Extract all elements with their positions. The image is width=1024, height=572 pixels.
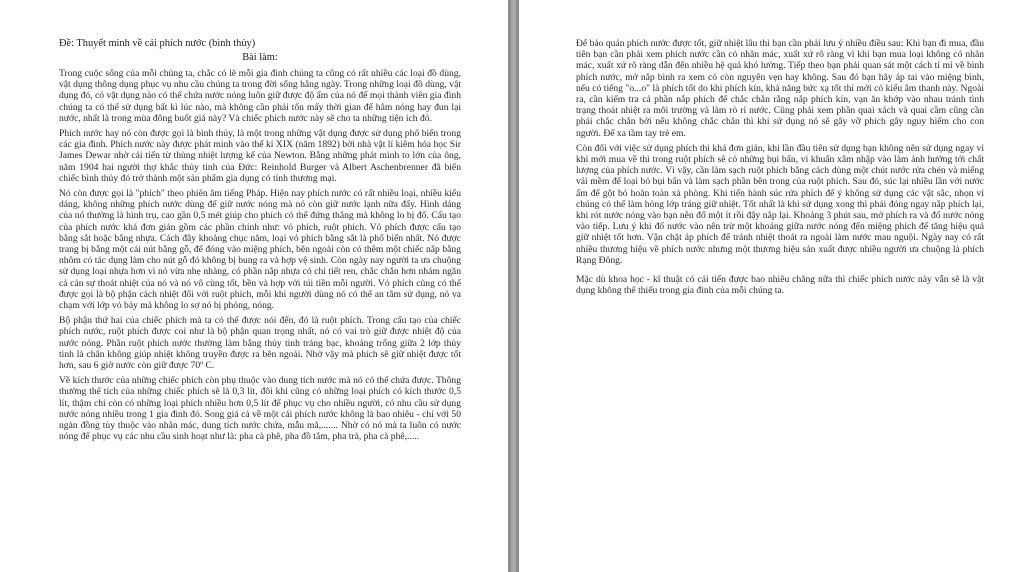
paragraph-intro: Trong cuộc sống của mỗi chúng ta, chắc có lẽ mỗi gia đình chúng ta cũng có rất nhiều các loại đồ dùng, vật dụng thông dụng phục vụ nhu cầu chúng ta trong đời sống hằng ngày. Trong những loại đồ dùng, vật dụng đó, có vật dụng nào có thể chứa nước nóng luôn giữ được độ ấm của nó để mọi thành viên gia đình chúng ta có thể sử dụng bất kì lúc nào, mà không cần phải tốn mấy thời gian để hâm nóng hay đun lại nước, nhất là trong mùa đông buốt giá này? Và chiếc phích nước này sẽ cho ta những tiện ích đó. [59, 68, 461, 124]
paragraph-usage: Còn đối với việc sử dụng phích thì khá đơn giản, khi lần đầu tiên sử dụng bạn không nên sử dụng ngay vì khi mới mua về thì trong ruột phích sẽ có những bụi bẩn, vi khuẩn xâm nhập vào làm ảnh hưởng tới chất lượng của phích nước. Vì vậy, cần làm sạch ruột phích bằng cách dùng một chút nước rửa chén và miếng vải mềm để loại bỏ bụi bẩn và làm sạch phần bên trong của ruột phích. Sau đó, súc lại nhiều lần với nước ấm để gột bỏ hoàn toàn xà phòng. Khi tiến hành súc rửa phích để ý không sử dụng các vật sắc, nhọn vì chúng có thể làm hỏng lớp tráng giữ nhiệt. Tốt nhất là khi sử dụng xong thì phải đóng ngay nắp phích lại, khi rót nước nóng vào bạn nên đổ một ít rồi đậy nắp lại. Khoảng 3 phút sau, mở phích ra và đổ nước nóng vào tiếp. Lưu ý khi đổ nước vào nên trừ một khoảng giữa nước nóng đến miệng phích để tăng hiệu quả giữ nhiệt tốt hơn. Vận chặt áp phích để tránh nhiệt thoát ra ngoài làm nước mau nguội. Ngày nay có rất nhiều thương hiệu về phích nước nhưng một thương hiệu sản xuất được nhiều người ưa chuộng là phích Rạng Đông. [576, 142, 984, 266]
paragraph-history: Phích nước hay nó còn được gọi là bình thủy, là một trong những vật dụng được sử dụng phổ biến trong các gia đình. Phích nước này được phát minh vào thế kỉ XIX (năm 1892) bởi nhà vật lí kiêm hóa học Sir James Dewar nhờ cải tiến từ thùng nhiệt lượng kế của Newton. Bằng những phát minh to lớn của ông, năm 1904 hai người thợ khắc thủy tinh của Đức: Reinhold Burger và Albert Aschenbrenner đã biến chiếc bình thủy đó trở thành một sản phẩm gia dụng có tính thương mại. [59, 128, 461, 184]
paragraph-structure: Nó còn được gọi là "phích" theo phiên âm tiếng Pháp. Hiện nay phích nước có rất nhiều loại, nhiều kiểu dáng, không những phích nước dùng để giữ nước nóng mà nó còn giữ nước lạnh nữa đấy. Hình dáng của nó thường là hình trụ, cao gần 0,5 mét giúp cho phích có thể đứng thẳng mà không lo bị đổ. Cấu tạo của phích nước khá đơn giản gồm các phần chính như: vỏ phích, ruột phích. Vỏ phích được cấu tạo bằng sắt hoặc bằng nhựa. Cách đây khoảng chục năm, loại vỏ phích bằng sắt là phổ biến nhất. Nó được trang bị bằng một cái nút bằng gỗ, để đóng vào miệng phích, bên ngoài còn có thêm một chiếc nắp bằng nhôm có tác dụng làm cho nút gỗ đó không bị bung ra và hợp vệ sinh. Còn ngày nay người ta ưa chuộng sử dụng loại nhựa hơn vì nó vừa nhẹ nhàng, có phần nắp nhựa có chi tiết ren, chắc chắn hơn nhám ngăn cả cản sự thoát nhiệt của nó và nó vô cùng tốt, bền và hợp với túi tiền mỗi người. Vỏ phích cũng có thể được gọi là bộ phận cách nhiệt đối với ruột phích, mỗi khi người dùng nó có thể an tâm sử dụng, nó va chạm với lớp vỏ bảy mà không lo sợ nó bị phỏng, nóng. [59, 188, 461, 312]
paragraph-inner-core: Bộ phận thứ hai của chiếc phích mà ta có thể được nói đến, đó là ruột phích. Trong cấu tạo của chiếc phích nước, ruột phích được coi như là bộ phận quan trọng nhất, nó có vai trò giữ được nhiệt độ của nước nóng. Phần ruột phích nước thường làm bằng thủy tinh tráng bạc, khoảng trống giữa 2 lớp thủy tinh là chân không giúp nhiệt không truyền được ra bên ngoài. Nhờ vậy mà phích sẽ giữ nhiệt được tốt hơn, sau 6 giờ nước còn giữ được 70º C. [59, 315, 461, 372]
document-page-right [519, 0, 1024, 572]
essay-subtitle: Bài làm: [242, 52, 278, 63]
page-gap-left-edge [508, 0, 511, 572]
document-page-left [0, 0, 508, 572]
essay-title: Đề: Thuyết minh về cái phích nước (bình thủy) [59, 38, 256, 49]
paragraph-preservation: Để bảo quản phích nước được tốt, giữ nhiệt lâu thì bạn cần phải lưu ý nhiều điều sau: Khi bạn đi mua, đầu tiên bạn cần phải xem phích nước cần có nhãn mác, xuất xứ rõ ràng vì khi bạn mua loại không có nhãn mác, xuất xứ rõ ràng dẫn đến nhiều hệ quả khó lường. Tiếp theo bạn phải quan sát một cách tỉ mỉ về bình phích nước, mở nắp bình ra xem có còn nguyên vẹn hay không. Sau đó bạn hãy áp tai vào miệng bình, nếu có tiếng "o...o" là phích tốt do khi phích kín, khả năng bức xạ tốt thì mới có kiểu âm thanh này. Ngoài ra, cần kiểm tra cả phần nắp phích để chắc chắn rằng nắp phích kín, vạn ăn khớp vào nhau tránh tình trạng thoát nhiệt ra môi trường và làm rò rỉ nước. Cũng phải xem phần quai xách và quai cầm cũng cần phải chắc chắn bởi nếu không chắc chắn thì khi sử dụng nó sẽ gây vỡ phích gây nguy hiểm cho con người. Để xa tầm tay trẻ em. [576, 38, 984, 139]
paragraph-size: Về kích thước của những chiếc phích còn phụ thuộc vào dung tích nước mà nó có thể chứa được. Thông thường thể tích của những chiếc phích sẽ là 0,3 lít, đôi khi cũng có những loại phích có kích thước 0,5 lít, thậm chí còn có những loại phích nhiều hơn 0,5 lít để phục vụ cho nhiều người, có nhu cầu sử dụng nước nóng nhiều trong 1 gia đình đó. Song giá cả về một cái phích nước không là bao nhiêu - chỉ với 50 ngàn đồng tùy thuộc vào nhãn mác, dung tích nước chứa, mẫu mã,....... Nhờ có nó mà ta luôn có nước nóng để phục vụ các nhu cầu sinh hoạt như là: pha cà phê, pha đồ tắm, pha trà, pha cà phê,..... [59, 375, 461, 443]
paragraph-conclusion: Mặc dù khoa học - kĩ thuật có cải tiến được bao nhiêu chăng nữa thì chiếc phích nước này vẫn sẽ là vật dụng không thể thiếu trong gia đình của mỗi chúng ta. [576, 274, 984, 297]
